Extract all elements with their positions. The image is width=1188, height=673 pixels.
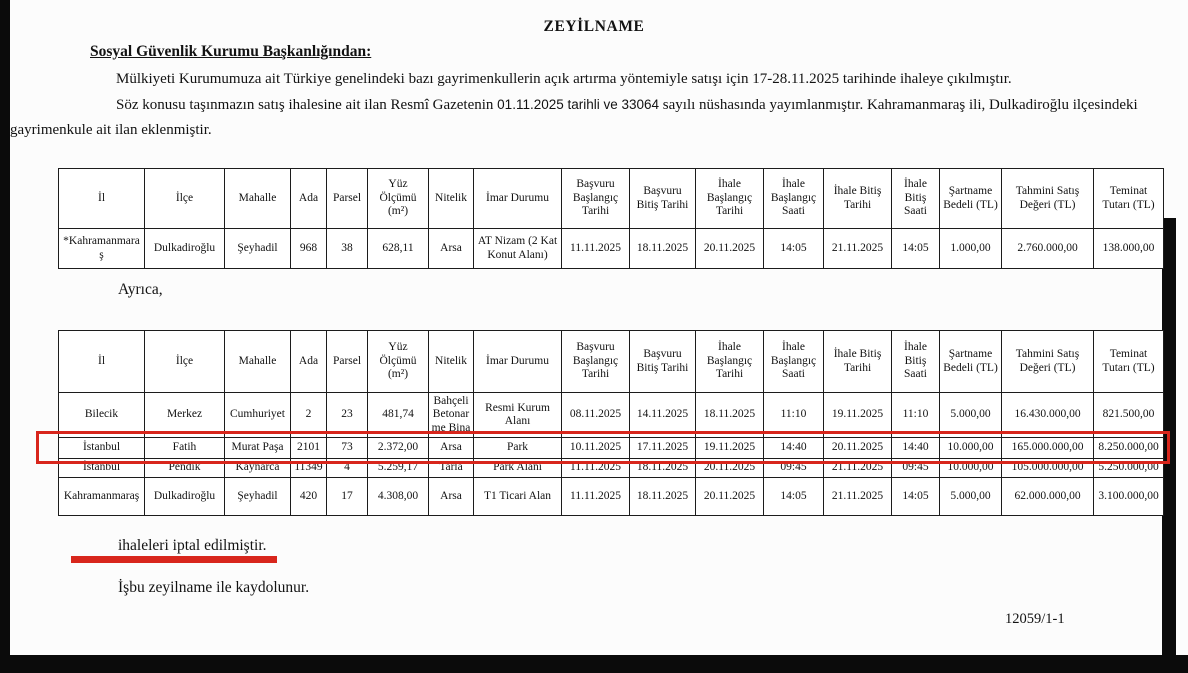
header-row	[59, 169, 1164, 229]
table-cell: 8.250.000,00	[1094, 438, 1164, 459]
table-cell: Şeyhadil	[225, 478, 291, 516]
table-cell: 11.11.2025	[562, 478, 630, 516]
column-header: Şartname Bedeli (TL)	[940, 331, 1002, 393]
table-cell: 2101	[291, 438, 327, 459]
table-cell: 1.000,00	[940, 229, 1002, 269]
table-cell: 17	[327, 478, 368, 516]
table-cell: 18.11.2025	[696, 393, 764, 438]
paragraph-1: Mülkiyeti Kurumumuza ait Türkiye genelindeki bazı gayrimenkullerin açık artırma yöntemiyle satışı için 17-28.11.2025 tarihinde ihaleye çıkılmıştır.	[116, 71, 1012, 87]
table-cell: Merkez	[145, 393, 225, 438]
table-cell: Kaynarca	[225, 459, 291, 478]
red-underline	[71, 556, 277, 563]
table-cell: 21.11.2025	[824, 459, 892, 478]
table-cell: 105.000.000,00	[1002, 459, 1094, 478]
org-heading: Sosyal Güvenlik Kurumu Başkanlığından:	[90, 43, 372, 60]
table-cell: 14:40	[764, 438, 824, 459]
table-cell: 4	[327, 459, 368, 478]
table-cell: İstanbul	[59, 459, 145, 478]
table-cell: Murat Paşa	[225, 438, 291, 459]
table-cell: 138.000,00	[1094, 229, 1164, 269]
table-row	[59, 478, 1164, 516]
column-header: Teminat Tutarı (TL)	[1094, 169, 1164, 229]
table-cell: 21.11.2025	[824, 478, 892, 516]
table-cell: Park Alanı	[474, 459, 562, 478]
auction-table-2	[58, 330, 1164, 516]
scan-edge-right	[1162, 218, 1176, 656]
table-cell: 16.430.000,00	[1002, 393, 1094, 438]
table-cell: Arsa	[429, 438, 474, 459]
table-cell: *Kahramanmaraş	[59, 229, 145, 269]
table-cell: 18.11.2025	[630, 478, 696, 516]
body-paragraphs	[10, 67, 1184, 143]
table-cell: 2	[291, 393, 327, 438]
table-cell: 628,11	[368, 229, 429, 269]
column-header: İmar Durumu	[474, 331, 562, 393]
table-cell: 08.11.2025	[562, 393, 630, 438]
table-cell: 5.259,17	[368, 459, 429, 478]
table-cell: Tarla	[429, 459, 474, 478]
column-header: İhale Bitiş Tarihi	[824, 169, 892, 229]
table-cell: 4.308,00	[368, 478, 429, 516]
column-header: Başvuru Bitiş Tarihi	[630, 169, 696, 229]
column-header: İhale Başlangıç Tarihi	[696, 331, 764, 393]
column-header: Nitelik	[429, 169, 474, 229]
table-cell: 2.760.000,00	[1002, 229, 1094, 269]
table-cell: Şeyhadil	[225, 229, 291, 269]
table-cell: 14:05	[764, 478, 824, 516]
table-cell: 481,74	[368, 393, 429, 438]
table-cell: Arsa	[429, 229, 474, 269]
table-cell: T1 Ticari Alan	[474, 478, 562, 516]
table-cell: Cumhuriyet	[225, 393, 291, 438]
table-cell: AT Nizam (2 Kat Konut Alanı)	[474, 229, 562, 269]
column-header: Tahmini Satış Değeri (TL)	[1002, 331, 1094, 393]
header-row	[59, 331, 1164, 393]
table-row	[59, 393, 1164, 438]
column-header: Parsel	[327, 331, 368, 393]
column-header: Ada	[291, 331, 327, 393]
table-cell: 10.000,00	[940, 438, 1002, 459]
table-cell: 38	[327, 229, 368, 269]
cancellation-note: ihaleleri iptal edilmiştir.	[118, 537, 267, 554]
table-cell: 14.11.2025	[630, 393, 696, 438]
scan-edge-left	[0, 0, 10, 673]
table-cell: 11:10	[764, 393, 824, 438]
paragraph-2-inserted-date: 01.11.2025 tarihli ve 33064	[497, 97, 660, 112]
table-cell: İstanbul	[59, 438, 145, 459]
table-cell: Park	[474, 438, 562, 459]
column-header: İhale Bitiş Saati	[892, 169, 940, 229]
table-cell: 11349	[291, 459, 327, 478]
scan-edge-bottom	[0, 655, 1188, 673]
table-cell: Arsa	[429, 478, 474, 516]
reference-number: 12059/1-1	[1005, 611, 1065, 627]
table-cell: 5.250.000,00	[1094, 459, 1164, 478]
page-title: ZEYİLNAME	[543, 18, 645, 35]
table-cell: 18.11.2025	[630, 459, 696, 478]
paragraph-2-post: sayılı nüshasında yayımlanmıştır. Kahramanmaraş ili, Dulkadiroğlu ilçesindeki gayrimenkule ait ilan eklenmiştir.	[10, 97, 1138, 138]
column-header: Başvuru Başlangıç Tarihi	[562, 169, 630, 229]
table-cell: 420	[291, 478, 327, 516]
column-header: İlçe	[145, 331, 225, 393]
table-cell: 20.11.2025	[696, 478, 764, 516]
table-cell: 09:45	[764, 459, 824, 478]
table-cell: 23	[327, 393, 368, 438]
column-header: Yüz Ölçümü (m²)	[368, 331, 429, 393]
table-cell: 19.11.2025	[824, 393, 892, 438]
table-cell: 14:05	[892, 478, 940, 516]
table-cell: 11.11.2025	[562, 229, 630, 269]
column-header: İhale Bitiş Tarihi	[824, 331, 892, 393]
table-cell: Dulkadiroğlu	[145, 478, 225, 516]
table-cell: 14:05	[764, 229, 824, 269]
table-cell: Pendik	[145, 459, 225, 478]
table-cell: 5.000,00	[940, 393, 1002, 438]
table-cell: 17.11.2025	[630, 438, 696, 459]
table-cell: 165.000.000,00	[1002, 438, 1094, 459]
column-header: Mahalle	[225, 169, 291, 229]
column-header: İhale Başlangıç Tarihi	[696, 169, 764, 229]
column-header: İmar Durumu	[474, 169, 562, 229]
paragraph-2-pre: Söz konusu taşınmazın satış ihalesine ait ilan Resmî Gazetenin	[116, 97, 498, 113]
ayrica-label: Ayrıca,	[118, 281, 163, 298]
table-cell: Dulkadiroğlu	[145, 229, 225, 269]
table-cell: 18.11.2025	[630, 229, 696, 269]
table-row	[59, 459, 1164, 478]
column-header: Tahmini Satış Değeri (TL)	[1002, 169, 1094, 229]
table-cell: Kahramanmaraş	[59, 478, 145, 516]
column-header: İhale Başlangıç Saati	[764, 169, 824, 229]
column-header: Parsel	[327, 169, 368, 229]
table-cell: 2.372,00	[368, 438, 429, 459]
table-cell: Resmi Kurum Alanı	[474, 393, 562, 438]
table-cell: 19.11.2025	[696, 438, 764, 459]
table-cell: 10.000,00	[940, 459, 1002, 478]
column-header: İhale Başlangıç Saati	[764, 331, 824, 393]
table-cell: 73	[327, 438, 368, 459]
table-cell: 5.000,00	[940, 478, 1002, 516]
table-cell: 09:45	[892, 459, 940, 478]
table-cell: 10.11.2025	[562, 438, 630, 459]
table-row	[59, 229, 1164, 269]
table-cell: 3.100.000,00	[1094, 478, 1164, 516]
column-header: Nitelik	[429, 331, 474, 393]
column-header: Başvuru Bitiş Tarihi	[630, 331, 696, 393]
table-row	[59, 438, 1164, 459]
column-header: Yüz Ölçümü (m²)	[368, 169, 429, 229]
column-header: İl	[59, 331, 145, 393]
table-cell: 821.500,00	[1094, 393, 1164, 438]
table-cell: 14:05	[892, 229, 940, 269]
column-header: Ada	[291, 169, 327, 229]
table-cell: 14:40	[892, 438, 940, 459]
table-cell: 20.11.2025	[824, 438, 892, 459]
column-header: İhale Bitiş Saati	[892, 331, 940, 393]
auction-table-1	[58, 168, 1164, 269]
table-cell: 968	[291, 229, 327, 269]
table-cell: 21.11.2025	[824, 229, 892, 269]
table-cell: Bahçeli Betonarme Bina	[429, 393, 474, 438]
table-cell: 62.000.000,00	[1002, 478, 1094, 516]
column-header: İl	[59, 169, 145, 229]
closing-note: İşbu zeyilname ile kaydolunur.	[118, 579, 310, 596]
table-cell: 20.11.2025	[696, 459, 764, 478]
column-header: Şartname Bedeli (TL)	[940, 169, 1002, 229]
table-cell: 20.11.2025	[696, 229, 764, 269]
column-header: Teminat Tutarı (TL)	[1094, 331, 1164, 393]
table-cell: Fatih	[145, 438, 225, 459]
column-header: Mahalle	[225, 331, 291, 393]
table-cell: 11:10	[892, 393, 940, 438]
column-header: Başvuru Başlangıç Tarihi	[562, 331, 630, 393]
table-cell: Bilecik	[59, 393, 145, 438]
table-cell: 11.11.2025	[562, 459, 630, 478]
paragraph-2	[10, 92, 1184, 143]
column-header: İlçe	[145, 169, 225, 229]
